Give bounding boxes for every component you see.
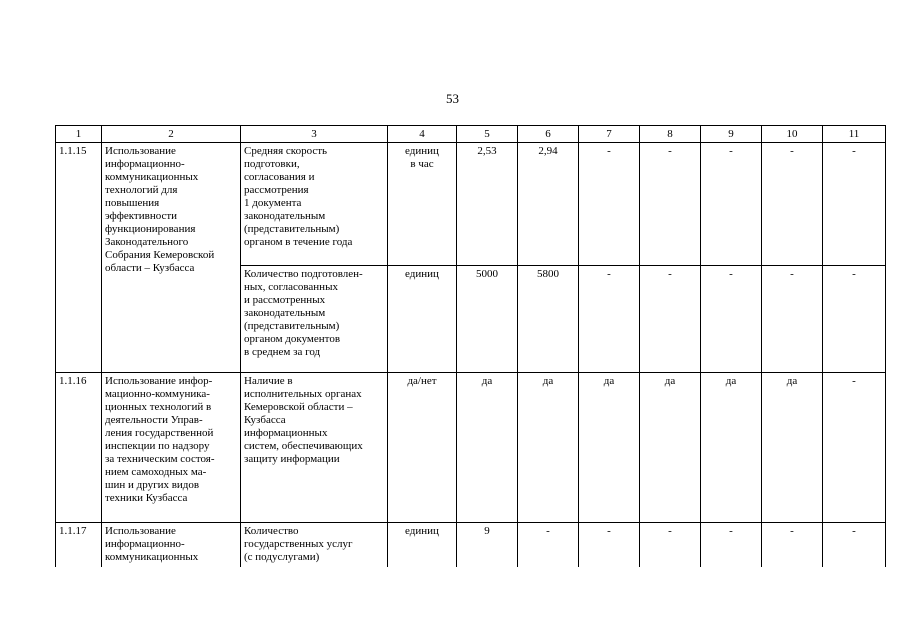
table-row — [56, 143, 886, 266]
value-cell: 5800 — [518, 266, 579, 373]
value-cell: 5000 — [457, 266, 518, 373]
indicator-text: Количество государственных услуг (с подуслугами) — [241, 523, 388, 567]
value-cell: - — [823, 523, 886, 567]
unit-cell: единиц — [388, 266, 457, 373]
value-cell: да — [701, 373, 762, 523]
indicators-table — [55, 125, 886, 567]
value-cell: - — [762, 266, 823, 373]
value-cell: - — [823, 373, 886, 523]
header-cell: 4 — [388, 126, 457, 143]
value-cell: - — [762, 523, 823, 567]
item-name: Использование инфор- мационно-коммуника- ционных технологий в деятельности Управ- ления государственной инспекции по надзору за техническим состоя- нием самоходных ма- шин и других видов техники Кузбасса — [102, 373, 241, 523]
indicator-text: Средняя скорость подготовки, согласования и рассмотрения 1 документа законодательным (представительным) органом в течение года — [241, 143, 388, 266]
value-cell: - — [701, 143, 762, 266]
header-cell: 1 — [56, 126, 102, 143]
header-cell: 6 — [518, 126, 579, 143]
item-name: Использование информационно- коммуникационных — [102, 523, 241, 567]
header-cell: 5 — [457, 126, 518, 143]
indicator-text: Наличие в исполнительных органах Кемеровской области – Кузбасса информационных систем, обеспечивающих защиту информации — [241, 373, 388, 523]
header-cell: 11 — [823, 126, 886, 143]
header-cell: 8 — [640, 126, 701, 143]
value-cell: - — [579, 523, 640, 567]
value-cell: - — [518, 523, 579, 567]
value-cell: 2,53 — [457, 143, 518, 266]
unit-cell: да/нет — [388, 373, 457, 523]
item-number: 1.1.15 — [56, 143, 102, 373]
value-cell: - — [579, 266, 640, 373]
value-cell: да — [640, 373, 701, 523]
value-cell: - — [762, 143, 823, 266]
unit-cell: единиц — [388, 523, 457, 567]
value-cell: да — [457, 373, 518, 523]
table-row — [56, 373, 886, 523]
unit-cell: единиц в час — [388, 143, 457, 266]
value-cell: - — [640, 266, 701, 373]
value-cell: - — [640, 143, 701, 266]
header-cell: 2 — [102, 126, 241, 143]
page-number: 53 — [446, 91, 459, 106]
value-cell: - — [640, 523, 701, 567]
value-cell: - — [823, 143, 886, 266]
item-number: 1.1.17 — [56, 523, 102, 567]
header-cell: 10 — [762, 126, 823, 143]
column-number-row — [56, 126, 886, 143]
value-cell: да — [762, 373, 823, 523]
value-cell: - — [701, 523, 762, 567]
value-cell: - — [823, 266, 886, 373]
header-cell: 3 — [241, 126, 388, 143]
header-cell: 9 — [701, 126, 762, 143]
header-cell: 7 — [579, 126, 640, 143]
item-name: Использование информационно- коммуникационных технологий для повышения эффективности функционирования Законодательного Собрания Кемеровской области – Кузбасса — [102, 143, 241, 373]
value-cell: да — [579, 373, 640, 523]
table-row — [56, 523, 886, 567]
value-cell: да — [518, 373, 579, 523]
value-cell: - — [579, 143, 640, 266]
value-cell: - — [701, 266, 762, 373]
value-cell: 9 — [457, 523, 518, 567]
value-cell: 2,94 — [518, 143, 579, 266]
indicator-text: Количество подготовлен- ных, согласованных и рассмотренных законодательным (представительным) органом документов в среднем за год — [241, 266, 388, 373]
item-number: 1.1.16 — [56, 373, 102, 523]
